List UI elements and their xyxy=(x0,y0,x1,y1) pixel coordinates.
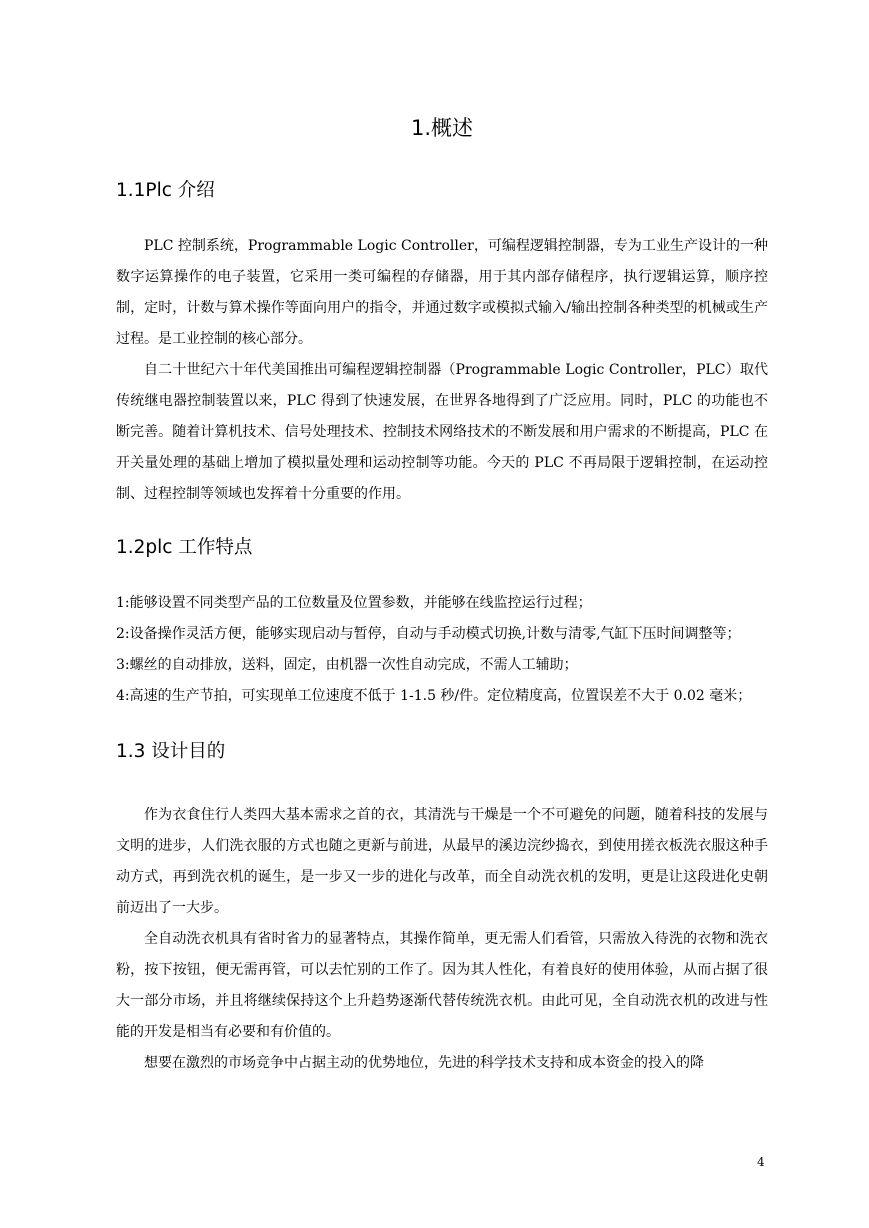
paragraph: PLC 控制系统，Programmable Logic Controller，可编程逻辑控制器，专为工业生产设计的一种数字运算操作的电子装置，它采用一类可编程的存储器，用于其内部存储程序，执行逻辑运算，顺序控制，定时，计数与算术操作等面向用户的指令，并通过数字或模拟式输入/输出控制各种类型的机械或生产过程。是工业控制的核心部分。 xyxy=(116,238,768,347)
list-item: 3:螺丝的自动排放，送料，固定，由机器一次性自动完成，不需人工辅助； xyxy=(116,657,578,673)
page-content xyxy=(116,113,768,1079)
page-number: 4 xyxy=(757,1155,765,1169)
section-title: 1.2plc 工作特点 xyxy=(116,537,253,558)
paragraph: 自二十世纪六十年代美国推出可编程逻辑控制器（Programmable Logic Controller，PLC）取代传统继电器控制装置以来，PLC 得到了快速发展，在世界各地得到了广泛应用。同时，PLC 的功能也不断完善。随着计算机技术、信号处理技术、控制技术网络技术的不断发展和用户需求的不断提高，PLC 在开关量处理的基础上增加了模拟量处理和运动控制等功能。今天的 PLC 不再局限于逻辑控制，在运动控制、过程控制等领域也发挥着十分重要的作用。 xyxy=(116,362,768,502)
section-title: 1.1Plc 介绍 xyxy=(116,180,215,201)
section-plc-intro xyxy=(116,177,768,510)
chapter-title: 1.概述 xyxy=(410,116,474,140)
paragraph: 想要在激烈的市场竞争中占据主动的优势地位，先进的科学技术支持和成本资金的投入的降 xyxy=(144,1055,704,1071)
list-item: 2:设备操作灵活方便，能够实现启动与暂停，自动与手动模式切换,计数与清零,气缸下压时间调整等； xyxy=(116,626,741,642)
paragraph: 全自动洗衣机具有省时省力的显著特点，其操作简单，更无需人们看管，只需放入待洗的衣物和洗衣粉，按下按钮，便无需再管，可以去忙别的工作了。因为其人性化，有着良好的使用体验，从而占据了很大一部分市场，并且将继续保持这个上升趋势逐渐代替传统洗衣机。由此可见，全自动洗衣机的改进与性能的开发是相当有必要和有价值的。 xyxy=(116,931,768,1040)
section-design-purpose xyxy=(116,738,768,1079)
list-item: 1:能够设置不同类型产品的工位数量及位置参数，并能够在线监控运行过程； xyxy=(116,595,592,611)
section-title: 1.3 设计目的 xyxy=(116,741,226,762)
section-plc-features xyxy=(116,534,768,712)
paragraph: 作为衣食住行人类四大基本需求之首的衣，其清洗与干燥是一个不可避免的问题，随着科技的发展与文明的进步，人们洗衣服的方式也随之更新与前进，从最早的溪边浣纱捣衣，到使用搓衣板洗衣服这种手动方式，再到洗衣机的诞生，是一步又一步的进化与改革，而全自动洗衣机的发明，更是让这段进化史朝前迈出了一大步。 xyxy=(116,807,768,916)
list-item: 4:高速的生产节拍，可实现单工位速度不低于 1-1.5 秒/件。定位精度高，位置误差不大于 0.02 毫米； xyxy=(116,688,752,704)
